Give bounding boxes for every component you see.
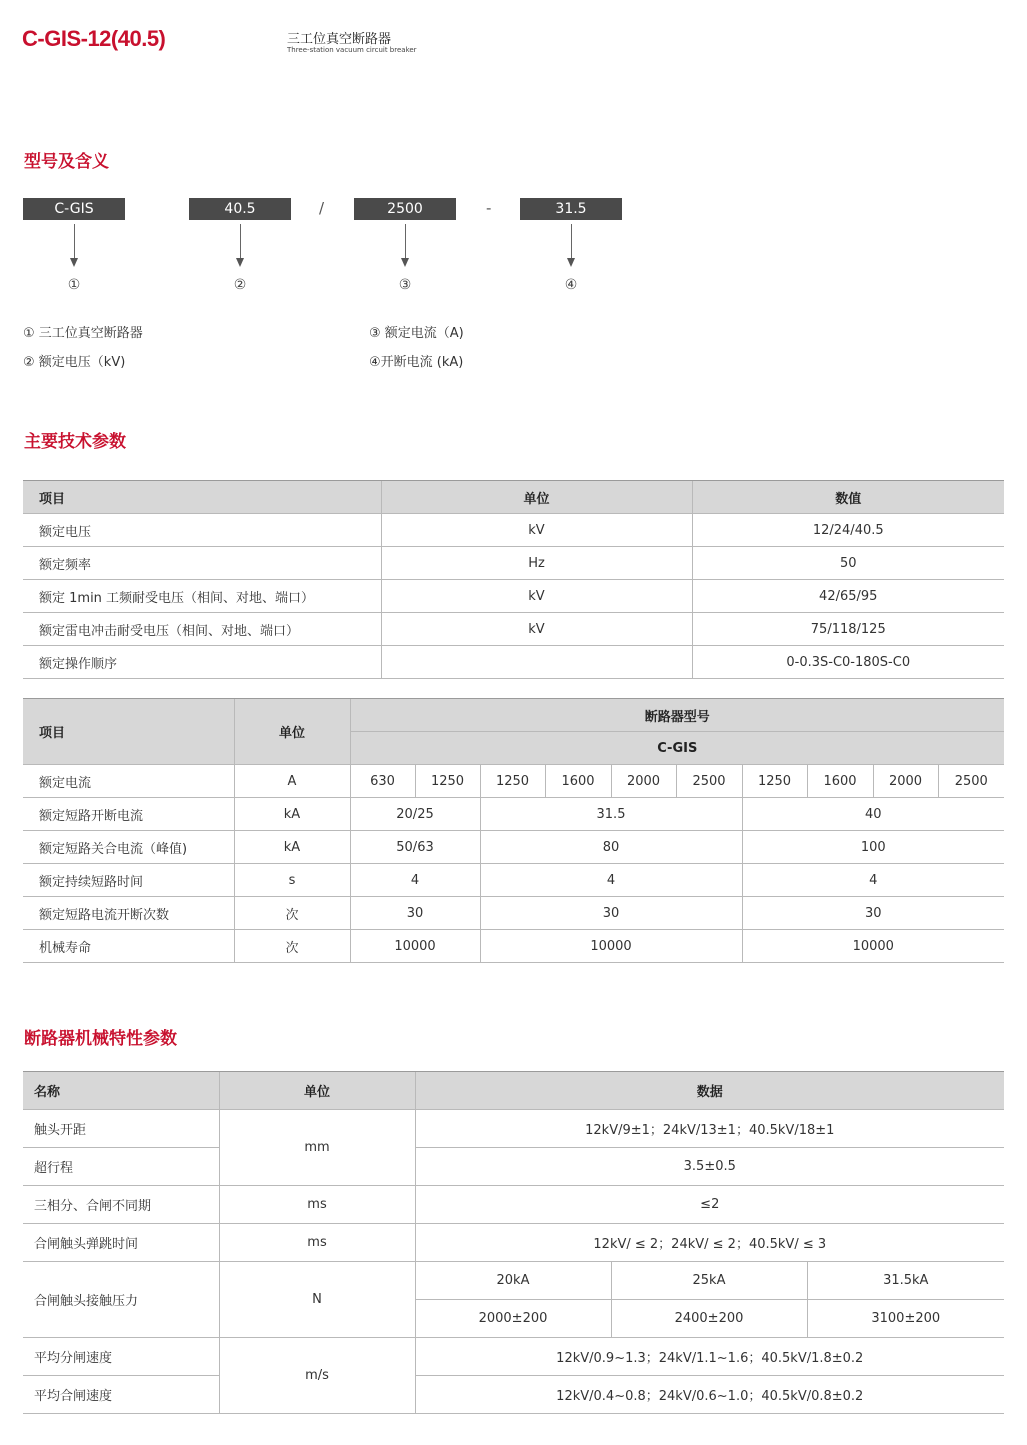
col-header-item: 项目: [23, 481, 381, 514]
current-value: 1250: [415, 765, 480, 798]
row-unit: ms: [219, 1224, 415, 1262]
row-value: 12kV/0.9~1.3；24kV/1.1~1.6；40.5kV/1.8±0.2: [415, 1338, 1004, 1376]
model-box-current: 2500: [354, 198, 456, 220]
row-unit: [381, 646, 692, 679]
model-box-type: C-GIS: [23, 198, 125, 220]
current-value: 1250: [742, 765, 807, 798]
row-unit: kA: [234, 798, 350, 831]
sub-header: 25kA: [611, 1262, 807, 1300]
table-row: [23, 1262, 1004, 1300]
col-header-breaker-model: 断路器型号: [350, 699, 1004, 732]
tech-table-2: [23, 698, 1004, 963]
row-value: 12/24/40.5: [692, 514, 1004, 547]
row-label: 额定短路电流开断次数: [23, 897, 234, 930]
marker-4: ④: [564, 277, 578, 293]
product-title: C-GIS-12(40.5): [22, 26, 166, 51]
row-label: 额定电压: [23, 514, 381, 547]
model-box-voltage: 40.5: [189, 198, 291, 220]
row-value: 50/63: [350, 831, 480, 864]
table-row: [23, 897, 1004, 930]
table-row: [23, 831, 1004, 864]
row-value: 20/25: [350, 798, 480, 831]
table-row: [23, 1338, 1004, 1376]
row-value: ≤2: [415, 1186, 1004, 1224]
legend-item-3: ③ 额定电流（A): [369, 326, 464, 341]
row-label: 额定持续短路时间: [23, 864, 234, 897]
col-header-value: 数值: [692, 481, 1004, 514]
row-label: 额定操作顺序: [23, 646, 381, 679]
col-header-item: 项目: [23, 699, 234, 765]
marker-1: ①: [67, 277, 81, 293]
table-row: [23, 1186, 1004, 1224]
row-value: 31.5: [480, 798, 742, 831]
row-value: 4: [742, 864, 1004, 897]
row-unit: kV: [381, 580, 692, 613]
row-label: 额定雷电冲击耐受电压（相间、对地、端口）: [23, 613, 381, 646]
row-unit: A: [234, 765, 350, 798]
row-unit: 次: [234, 897, 350, 930]
row-value: 2000±200: [415, 1300, 611, 1338]
col-header-name: 名称: [23, 1072, 219, 1110]
mech-table: [23, 1071, 1004, 1414]
row-label: 额定短路开断电流: [23, 798, 234, 831]
current-value: 1600: [807, 765, 873, 798]
row-value: 4: [480, 864, 742, 897]
col-header-unit: 单位: [219, 1072, 415, 1110]
marker-3: ③: [398, 277, 412, 293]
row-label: 三相分、合闸不同期: [23, 1186, 219, 1224]
row-value: 4: [350, 864, 480, 897]
legend-item-1: ① 三工位真空断路器: [23, 326, 143, 341]
row-value: 10000: [742, 930, 1004, 963]
table-row: [23, 798, 1004, 831]
product-subtitle-en: Three-station vacuum circuit breaker: [287, 46, 417, 54]
row-unit: Hz: [381, 547, 692, 580]
row-value: 80: [480, 831, 742, 864]
row-unit: ms: [219, 1186, 415, 1224]
row-label: 平均分闸速度: [23, 1338, 219, 1376]
row-unit: m/s: [219, 1338, 415, 1414]
row-unit: kV: [381, 613, 692, 646]
table-row: [23, 514, 1004, 547]
marker-2: ②: [233, 277, 247, 293]
col-header-unit: 单位: [381, 481, 692, 514]
table-row: [23, 930, 1004, 963]
model-separator-dash: -: [486, 199, 492, 217]
row-value: 12kV/0.4~0.8；24kV/0.6~1.0；40.5kV/0.8±0.2: [415, 1376, 1004, 1414]
tech-section-title: 主要技术参数: [24, 432, 126, 452]
current-value: 1250: [480, 765, 545, 798]
col-header-data: 数据: [415, 1072, 1004, 1110]
row-unit: kA: [234, 831, 350, 864]
arrow-down-icon: [74, 224, 75, 260]
row-value: 30: [350, 897, 480, 930]
row-unit: s: [234, 864, 350, 897]
model-separator-slash: /: [319, 199, 325, 217]
arrow-down-icon: [405, 224, 406, 260]
row-value: 50: [692, 547, 1004, 580]
table-row: [23, 1110, 1004, 1148]
row-unit: 次: [234, 930, 350, 963]
row-label: 触头开距: [23, 1110, 219, 1148]
row-value: 40: [742, 798, 1004, 831]
table-row: [23, 646, 1004, 679]
row-label: 超行程: [23, 1148, 219, 1186]
row-value: 2400±200: [611, 1300, 807, 1338]
arrow-head-icon: [401, 258, 409, 267]
row-value: 3100±200: [807, 1300, 1004, 1338]
table-row: [23, 1224, 1004, 1262]
table-header-row: [23, 481, 1004, 514]
row-label: 额定 1min 工频耐受电压（相间、对地、端口）: [23, 580, 381, 613]
row-unit: N: [219, 1262, 415, 1338]
arrow-down-icon: [571, 224, 572, 260]
table-row: [23, 580, 1004, 613]
arrow-head-icon: [567, 258, 575, 267]
row-value: 30: [480, 897, 742, 930]
row-value: 10000: [350, 930, 480, 963]
row-label: 合闸触头接触压力: [23, 1262, 219, 1338]
row-value: 100: [742, 831, 1004, 864]
legend-item-2: ② 额定电压（kV): [23, 355, 126, 370]
table-row: [23, 1376, 1004, 1414]
row-value: 12kV/9±1；24kV/13±1；40.5kV/18±1: [415, 1110, 1004, 1148]
row-value: 12kV/ ≤ 2；24kV/ ≤ 2；40.5kV/ ≤ 3: [415, 1224, 1004, 1262]
arrow-down-icon: [240, 224, 241, 260]
row-value: 42/65/95: [692, 580, 1004, 613]
mech-section-title: 断路器机械特性参数: [24, 1029, 177, 1049]
sub-header: 31.5kA: [807, 1262, 1004, 1300]
row-value: 10000: [480, 930, 742, 963]
table-row: [23, 613, 1004, 646]
current-value: 1600: [545, 765, 611, 798]
current-value: 2000: [611, 765, 676, 798]
arrow-head-icon: [236, 258, 244, 267]
model-box-breaking: 31.5: [520, 198, 622, 220]
row-label: 机械寿命: [23, 930, 234, 963]
current-value: 630: [350, 765, 415, 798]
row-value: 75/118/125: [692, 613, 1004, 646]
table-row: [23, 547, 1004, 580]
row-label: 合闸触头弹跳时间: [23, 1224, 219, 1262]
row-label: 额定电流: [23, 765, 234, 798]
current-value: 2500: [676, 765, 742, 798]
tech-table-1: [23, 480, 1004, 679]
row-unit: kV: [381, 514, 692, 547]
row-label: 额定频率: [23, 547, 381, 580]
table-row: [23, 864, 1004, 897]
sub-header: 20kA: [415, 1262, 611, 1300]
row-label: 额定短路关合电流（峰值): [23, 831, 234, 864]
col-header-model-name: C-GIS: [350, 732, 1004, 765]
table-row: [23, 765, 1004, 798]
table-row: [23, 1148, 1004, 1186]
row-value: 0-0.3S-C0-180S-C0: [692, 646, 1004, 679]
current-value: 2000: [873, 765, 938, 798]
arrow-head-icon: [70, 258, 78, 267]
current-value: 2500: [938, 765, 1004, 798]
col-header-unit: 单位: [234, 699, 350, 765]
model-section-title: 型号及含义: [24, 152, 109, 172]
row-value: 3.5±0.5: [415, 1148, 1004, 1186]
row-value: 30: [742, 897, 1004, 930]
row-unit: mm: [219, 1110, 415, 1186]
row-label: 平均合闸速度: [23, 1376, 219, 1414]
legend-item-4: ④开断电流 (kA): [369, 355, 464, 370]
product-subtitle-cn: 三工位真空断路器: [287, 32, 392, 47]
